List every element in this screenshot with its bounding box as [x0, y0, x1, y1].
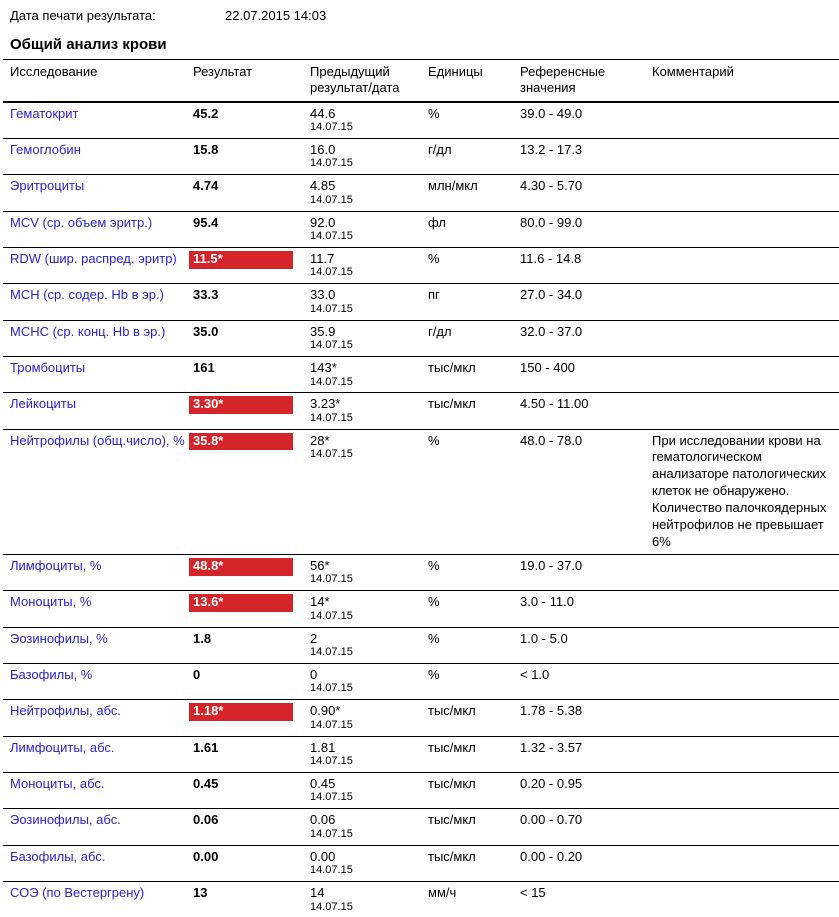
previous-result-cell — [310, 284, 428, 320]
previous-result-cell — [310, 102, 428, 139]
previous-result-cell — [310, 663, 428, 699]
previous-result-date: 14.07.15 — [310, 573, 422, 587]
previous-result-cell — [310, 772, 428, 808]
units-cell: % — [428, 247, 520, 283]
comment-cell — [652, 663, 839, 699]
result-cell: 15.8 — [193, 138, 310, 174]
results-table-header — [3, 60, 839, 102]
result-cell: 95.4 — [193, 211, 310, 247]
test-name-cell: Нейтрофилы (общ.число), % — [3, 429, 193, 554]
units-cell: тыс/мкл — [428, 393, 520, 429]
test-name-cell: Эозинофилы, % — [3, 627, 193, 663]
previous-result-date: 14.07.15 — [310, 864, 422, 878]
reference-range-cell: 1.0 - 5.0 — [520, 627, 652, 663]
previous-result-value: 92.0 — [310, 215, 422, 231]
reference-range-cell: 48.0 - 78.0 — [520, 429, 652, 554]
previous-result-value: 3.23* — [310, 396, 422, 412]
reference-range-cell: 27.0 - 34.0 — [520, 284, 652, 320]
previous-result-date: 14.07.15 — [310, 610, 422, 624]
previous-result-value: 143* — [310, 360, 422, 376]
column-header-reference: Референсные значения — [520, 60, 652, 102]
previous-result-date: 14.07.15 — [310, 339, 422, 353]
test-name-cell: Лейкоциты — [3, 393, 193, 429]
test-name-cell: Базофилы, абс. — [3, 845, 193, 881]
results-table — [3, 59, 839, 917]
result-cell: 1.8 — [193, 627, 310, 663]
reference-range-cell: 150 - 400 — [520, 356, 652, 392]
result-cell — [193, 429, 310, 554]
result-cell: 45.2 — [193, 102, 310, 139]
print-date-label: Дата печати результата: — [10, 8, 225, 23]
previous-result-value: 0 — [310, 667, 422, 683]
test-name-cell: Гематокрит — [3, 102, 193, 139]
previous-result-date: 14.07.15 — [310, 121, 422, 135]
report-title: Общий анализ крови — [0, 23, 839, 59]
table-row — [3, 772, 839, 808]
column-header-result: Результат — [193, 60, 310, 102]
table-row — [3, 247, 839, 283]
comment-cell — [652, 591, 839, 627]
units-cell: г/дл — [428, 320, 520, 356]
table-row — [3, 138, 839, 174]
result-cell: 161 — [193, 356, 310, 392]
comment-cell — [652, 356, 839, 392]
reference-range-cell: 39.0 - 49.0 — [520, 102, 652, 139]
previous-result-value: 0.06 — [310, 812, 422, 828]
table-row — [3, 591, 839, 627]
units-cell: % — [428, 554, 520, 590]
previous-result-date: 14.07.15 — [310, 412, 422, 426]
result-cell: 13 — [193, 881, 310, 917]
test-name-cell: Нейтрофилы, абс. — [3, 700, 193, 736]
comment-cell — [652, 700, 839, 736]
previous-result-cell — [310, 356, 428, 392]
previous-result-date: 14.07.15 — [310, 448, 422, 462]
previous-result-cell — [310, 881, 428, 917]
comment-cell: При исследовании крови на гематологическом анализаторе патологических клеток не обнаружено. Количество палочкоядерных нейтрофилов не превышает 6% — [652, 429, 839, 554]
reference-range-cell: 4.50 - 11.00 — [520, 393, 652, 429]
previous-result-date: 14.07.15 — [310, 194, 422, 208]
column-header-test: Исследование — [3, 60, 193, 102]
comment-cell — [652, 772, 839, 808]
previous-result-date: 14.07.15 — [310, 719, 422, 733]
units-cell: % — [428, 663, 520, 699]
previous-result-cell — [310, 809, 428, 845]
units-cell: млн/мкл — [428, 175, 520, 211]
test-name-cell: Моноциты, абс. — [3, 772, 193, 808]
previous-result-value: 1.81 — [310, 740, 422, 756]
reference-range-cell: 4.30 - 5.70 — [520, 175, 652, 211]
abnormal-result-highlight: 13.6* — [189, 594, 293, 612]
units-cell: тыс/мкл — [428, 845, 520, 881]
abnormal-result-highlight: 11.5* — [189, 251, 293, 269]
column-header-units: Единицы — [428, 60, 520, 102]
table-row — [3, 736, 839, 772]
test-name-cell: Гемоглобин — [3, 138, 193, 174]
previous-result-date: 14.07.15 — [310, 376, 422, 390]
test-name-cell: Тромбоциты — [3, 356, 193, 392]
reference-range-cell: 0.20 - 0.95 — [520, 772, 652, 808]
previous-result-cell — [310, 429, 428, 554]
table-row — [3, 102, 839, 139]
previous-result-cell — [310, 211, 428, 247]
table-row — [3, 429, 839, 554]
test-name-cell: Лимфоциты, % — [3, 554, 193, 590]
previous-result-value: 0.00 — [310, 849, 422, 865]
previous-result-value: 14* — [310, 594, 422, 610]
units-cell: пг — [428, 284, 520, 320]
abnormal-result-highlight: 35.8* — [189, 433, 293, 451]
previous-result-value: 11.7 — [310, 251, 422, 267]
previous-result-value: 16.0 — [310, 142, 422, 158]
previous-result-date: 14.07.15 — [310, 901, 422, 915]
result-cell — [193, 591, 310, 627]
reference-range-cell: 1.78 - 5.38 — [520, 700, 652, 736]
units-cell: фл — [428, 211, 520, 247]
units-cell: тыс/мкл — [428, 809, 520, 845]
test-name-cell: RDW (шир. распред. эритр) — [3, 247, 193, 283]
previous-result-cell — [310, 175, 428, 211]
previous-result-value: 28* — [310, 433, 422, 449]
reference-range-cell: < 1.0 — [520, 663, 652, 699]
result-cell: 0.00 — [193, 845, 310, 881]
previous-result-date: 14.07.15 — [310, 303, 422, 317]
previous-result-value: 2 — [310, 631, 422, 647]
previous-result-date: 14.07.15 — [310, 230, 422, 244]
comment-cell — [652, 809, 839, 845]
reference-range-cell: 32.0 - 37.0 — [520, 320, 652, 356]
units-cell: тыс/мкл — [428, 736, 520, 772]
comment-cell — [652, 554, 839, 590]
test-name-cell: Моноциты, % — [3, 591, 193, 627]
table-row — [3, 700, 839, 736]
previous-result-cell — [310, 700, 428, 736]
reference-range-cell: 0.00 - 0.70 — [520, 809, 652, 845]
table-row — [3, 393, 839, 429]
table-row — [3, 356, 839, 392]
previous-result-value: 35.9 — [310, 324, 422, 340]
previous-result-value: 56* — [310, 558, 422, 574]
units-cell: % — [428, 591, 520, 627]
previous-result-cell — [310, 138, 428, 174]
previous-result-value: 33.0 — [310, 287, 422, 303]
result-cell — [193, 700, 310, 736]
table-row — [3, 845, 839, 881]
previous-result-cell — [310, 627, 428, 663]
table-row — [3, 284, 839, 320]
abnormal-result-highlight: 48.8* — [189, 558, 293, 576]
result-cell: 0 — [193, 663, 310, 699]
comment-cell — [652, 138, 839, 174]
reference-range-cell: 3.0 - 11.0 — [520, 591, 652, 627]
result-cell — [193, 393, 310, 429]
table-row — [3, 663, 839, 699]
previous-result-cell — [310, 736, 428, 772]
previous-result-value: 0.45 — [310, 776, 422, 792]
result-cell: 0.45 — [193, 772, 310, 808]
reference-range-cell: < 15 — [520, 881, 652, 917]
table-row — [3, 211, 839, 247]
print-date-value: 22.07.2015 14:03 — [225, 8, 326, 23]
comment-cell — [652, 211, 839, 247]
units-cell: % — [428, 429, 520, 554]
reference-range-cell: 13.2 - 17.3 — [520, 138, 652, 174]
test-name-cell: Базофилы, % — [3, 663, 193, 699]
abnormal-result-highlight: 3.30* — [189, 396, 293, 414]
column-header-previous: Предыдущий результат/дата — [310, 60, 428, 102]
result-cell: 35.0 — [193, 320, 310, 356]
previous-result-cell — [310, 320, 428, 356]
result-cell: 0.06 — [193, 809, 310, 845]
table-row — [3, 881, 839, 917]
comment-cell — [652, 284, 839, 320]
previous-result-value: 44.6 — [310, 106, 422, 122]
previous-result-date: 14.07.15 — [310, 157, 422, 171]
previous-result-value: 0.90* — [310, 703, 422, 719]
table-row — [3, 627, 839, 663]
previous-result-value: 14 — [310, 885, 422, 901]
previous-result-date: 14.07.15 — [310, 828, 422, 842]
test-name-cell: MCH (ср. содер. Hb в эр.) — [3, 284, 193, 320]
abnormal-result-highlight: 1.18* — [189, 703, 293, 721]
test-name-cell: MCV (ср. объем эритр.) — [3, 211, 193, 247]
units-cell: мм/ч — [428, 881, 520, 917]
table-row — [3, 554, 839, 590]
result-cell: 4.74 — [193, 175, 310, 211]
comment-cell — [652, 102, 839, 139]
comment-cell — [652, 845, 839, 881]
reference-range-cell: 19.0 - 37.0 — [520, 554, 652, 590]
column-header-comment: Комментарий — [652, 60, 839, 102]
result-cell — [193, 247, 310, 283]
table-row — [3, 175, 839, 211]
comment-cell — [652, 627, 839, 663]
previous-result-cell — [310, 554, 428, 590]
comment-cell — [652, 736, 839, 772]
comment-cell — [652, 247, 839, 283]
comment-cell — [652, 320, 839, 356]
test-name-cell: Эритроциты — [3, 175, 193, 211]
units-cell: г/дл — [428, 138, 520, 174]
previous-result-cell — [310, 247, 428, 283]
table-row — [3, 320, 839, 356]
comment-cell — [652, 393, 839, 429]
reference-range-cell: 11.6 - 14.8 — [520, 247, 652, 283]
reference-range-cell: 1.32 - 3.57 — [520, 736, 652, 772]
test-name-cell: MCHC (ср. конц. Hb в эр.) — [3, 320, 193, 356]
result-cell: 1.61 — [193, 736, 310, 772]
comment-cell — [652, 881, 839, 917]
previous-result-cell — [310, 845, 428, 881]
reference-range-cell: 0.00 - 0.20 — [520, 845, 652, 881]
results-table-body — [3, 102, 839, 917]
test-name-cell: Лимфоциты, абс. — [3, 736, 193, 772]
previous-result-date: 14.07.15 — [310, 755, 422, 769]
units-cell: тыс/мкл — [428, 772, 520, 808]
previous-result-date: 14.07.15 — [310, 266, 422, 280]
units-cell: % — [428, 102, 520, 139]
previous-result-date: 14.07.15 — [310, 646, 422, 660]
test-name-cell: СОЭ (по Вестергрену) — [3, 881, 193, 917]
previous-result-cell — [310, 591, 428, 627]
print-date-line — [0, 0, 839, 23]
units-cell: % — [428, 627, 520, 663]
table-row — [3, 809, 839, 845]
previous-result-date: 14.07.15 — [310, 682, 422, 696]
reference-range-cell: 80.0 - 99.0 — [520, 211, 652, 247]
previous-result-cell — [310, 393, 428, 429]
comment-cell — [652, 175, 839, 211]
units-cell: тыс/мкл — [428, 700, 520, 736]
previous-result-date: 14.07.15 — [310, 791, 422, 805]
result-cell — [193, 554, 310, 590]
units-cell: тыс/мкл — [428, 356, 520, 392]
previous-result-value: 4.85 — [310, 178, 422, 194]
result-cell: 33.3 — [193, 284, 310, 320]
test-name-cell: Эозинофилы, абс. — [3, 809, 193, 845]
